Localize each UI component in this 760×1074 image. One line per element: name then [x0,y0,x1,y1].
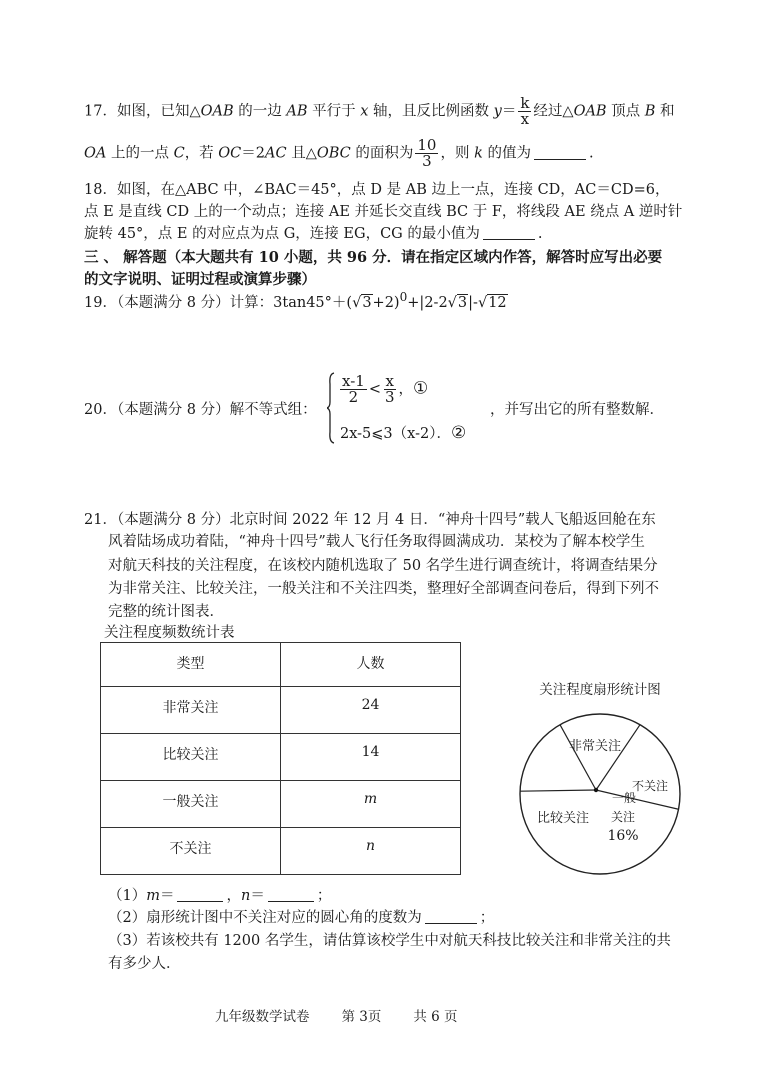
table-header-cell: 类型 [101,643,281,687]
section-heading-line2: 的文字说明、证明过程或演算步骤） [84,271,316,288]
pie-label-compare: 比较关注 [536,811,590,826]
table-cell: 非常关注 [101,687,281,734]
table-row [101,687,461,734]
q17-text: . [589,145,594,162]
q19-expr: +2) [372,294,400,311]
q17-var: C [173,145,185,162]
table-cell: 比较关注 [101,734,281,781]
q18-text: . [537,226,543,242]
system-brace [327,372,335,444]
q18-line3 [84,222,542,243]
radicand: 3 [457,294,468,311]
pie-outline [520,714,680,874]
q17-text: 的面积为 [350,145,414,162]
q17-var: OAB [573,103,607,120]
table-header-row [101,643,461,687]
footer-total: 共 6 页 [413,1009,458,1025]
table-cell: n [281,828,461,875]
q17-var: B [644,103,656,120]
fraction-numerator: k [520,94,530,112]
m-answer-blank[interactable] [177,887,223,902]
pie-label-percent: 16% [607,828,639,844]
sub1-text: ＝ [159,888,175,904]
q17-text: 的值为 [482,145,531,162]
q21-line2: 风着陆场成功着陆，“神舟十四号”载人飞行任务取得圆满成功．某校为了解本校学生 [108,534,645,550]
sqrt-symbol: √3 [447,294,468,311]
table-title: 关注程度频数统计表 [104,625,235,641]
q19-expr: |- [468,294,478,311]
q17-text: 的一边 [233,103,287,120]
q17-text: 17．如图，已知△ [84,103,201,120]
sub1-text: ， [226,888,241,904]
q18-line2: 点 E 是直线 CD 上的一个动点；连接 AE 并延长交直线 BC 于 F，将线段 AE 绕点 A 逆时针 [84,204,683,220]
ineq1-right-fraction [383,374,397,405]
sub1-var: n [240,888,251,904]
ineq1-left-fraction [340,374,367,405]
fraction-denominator: 3 [384,388,395,406]
pie-center-dot [594,788,598,792]
q17-var: x [360,103,369,120]
q17-text: ＝2 [241,145,266,162]
q17-var: OBC [316,145,351,162]
radicand: 3 [362,294,372,311]
radicand: 12 [488,294,507,311]
q21-sub3-line1: （3）若该校共有 1200 名学生，请估算该校学生中对航天科技比较关注和非常关注的共 [108,933,671,949]
table-cell: 不关注 [101,828,281,875]
q17-line2 [84,138,594,169]
q17-text: ，若 [184,145,219,162]
fraction-denominator: 3 [422,152,432,170]
q21-sub3-line2: 有多少人． [108,956,181,972]
page-footer [215,1005,490,1025]
sub1-text: ； [316,888,332,904]
q21-sub2 [108,906,494,927]
pie-title: 关注程度扇形统计图 [539,682,661,698]
q20-text: ， [398,381,414,398]
pie-label-none: 不关注 [631,779,669,793]
q18-line1: 18．如图，在△ABC 中，∠BAC＝45°，点 D 是 AB 边上一点，连接 CD，AC＝CD=6， [84,182,670,198]
q17-area-fraction [415,138,438,169]
table-row [101,781,461,828]
sqrt-symbol: √3 [352,294,372,311]
q20-text: 2x-5⩽3（x-2）． [340,426,451,442]
fraction-numerator: x [385,372,394,390]
q19-expr: +|2-2 [407,294,448,311]
q17-var: k [474,145,483,162]
q18-text: 旋转 45°，点 E 的对应点为点 G，连接 EG，CG 的最小值为 [84,226,480,242]
q17-text: 顶点 [606,103,645,120]
q21-line4: 为非常关注、比较关注，一般关注和不关注四类，整理好全部调查问卷后，得到下列不 [108,581,659,597]
footer-grade: 九年级数学试卷 [215,1009,310,1025]
q19-line [84,290,508,312]
q17-text: 轴，且反比例函数 [368,103,494,120]
frequency-table [100,642,461,875]
sub2-text: ； [479,910,495,926]
sqrt-symbol: √12 [477,294,507,311]
fraction-numerator: 10 [417,136,437,154]
pie-label-general-1: 一般 [611,791,637,805]
circled-two: ② [450,423,467,443]
table-cell: 14 [281,734,461,781]
exponent: 0 [399,290,408,304]
q18-answer-blank[interactable] [483,225,535,240]
n-answer-blank[interactable] [268,887,314,902]
q17-text: ，则 [440,145,475,162]
footer-page: 第 3页 [341,1009,382,1025]
sub1-label: （1） [108,888,147,904]
table-cell: 一般关注 [101,781,281,828]
table-cell: m [281,781,461,828]
table-row [101,828,461,875]
table-cell: 24 [281,687,461,734]
sub1-var: m [146,888,160,904]
pie-chart [505,672,705,892]
q17-line1 [84,96,675,127]
q19-label: 19．（本题满分 8 分）计算： [84,294,274,311]
less-than: < [368,381,381,398]
q17-text: 且△ [286,145,317,162]
fraction-denominator: 2 [348,388,359,406]
pie-divider-1 [520,790,596,791]
q20-inequality2 [340,422,466,443]
angle-answer-blank[interactable] [425,909,477,924]
fraction-numerator: x-1 [342,372,365,390]
section-heading-line1: 三 、 解答题（本大题共有 10 小题，共 96 分．请在指定区域内作答，解答时应写出必要 [84,249,663,266]
q17-var: OAB [200,103,234,120]
q17-var: AB [286,103,308,120]
q17-text: 和 [655,103,675,120]
q21-line3: 对航天科技的关注程度，在该校内随机选取了 50 名学生进行调查统计，将调查结果分 [108,558,658,574]
sub1-text: ＝ [250,888,265,904]
table-row [101,734,461,781]
q17-var: y [493,103,502,120]
table-header-cell: 人数 [281,643,461,687]
q20-tail: ，并写出它的所有整数解． [490,402,664,418]
q17-answer-blank[interactable] [534,145,586,160]
pie-label-general-2: 关注 [610,810,636,824]
pie-divider-2 [560,725,596,790]
sub2-text: （2）扇形统计图中不关注对应的圆心角的度数为 [108,910,422,926]
fraction-denominator: x [520,110,530,128]
q17-var: OA [84,145,107,162]
q21-line5: 完整的统计图表． [108,604,224,620]
q21-sub1 [108,884,331,905]
q17-text: 上的一点 [106,145,174,162]
q17-var: AC [265,145,287,162]
q17-fraction [518,96,531,127]
q20-inequality1 [338,374,428,405]
q17-text: 平行于 [307,103,361,120]
q21-line1: 21．（本题满分 8 分）北京时间 2022 年 12 月 4 日．“神舟十四号”载人飞船返回舱在东 [84,512,656,528]
q17-var: OC [218,145,242,162]
pie-label-very: 非常关注 [568,739,622,754]
circled-one: ① [413,378,429,399]
q17-text: ＝ [501,103,517,120]
q19-expr: 3tan45°＋( [273,294,353,311]
q17-text: 经过△ [533,103,574,120]
q20-label: 20．（本题满分 8 分）解不等式组： [84,402,317,418]
